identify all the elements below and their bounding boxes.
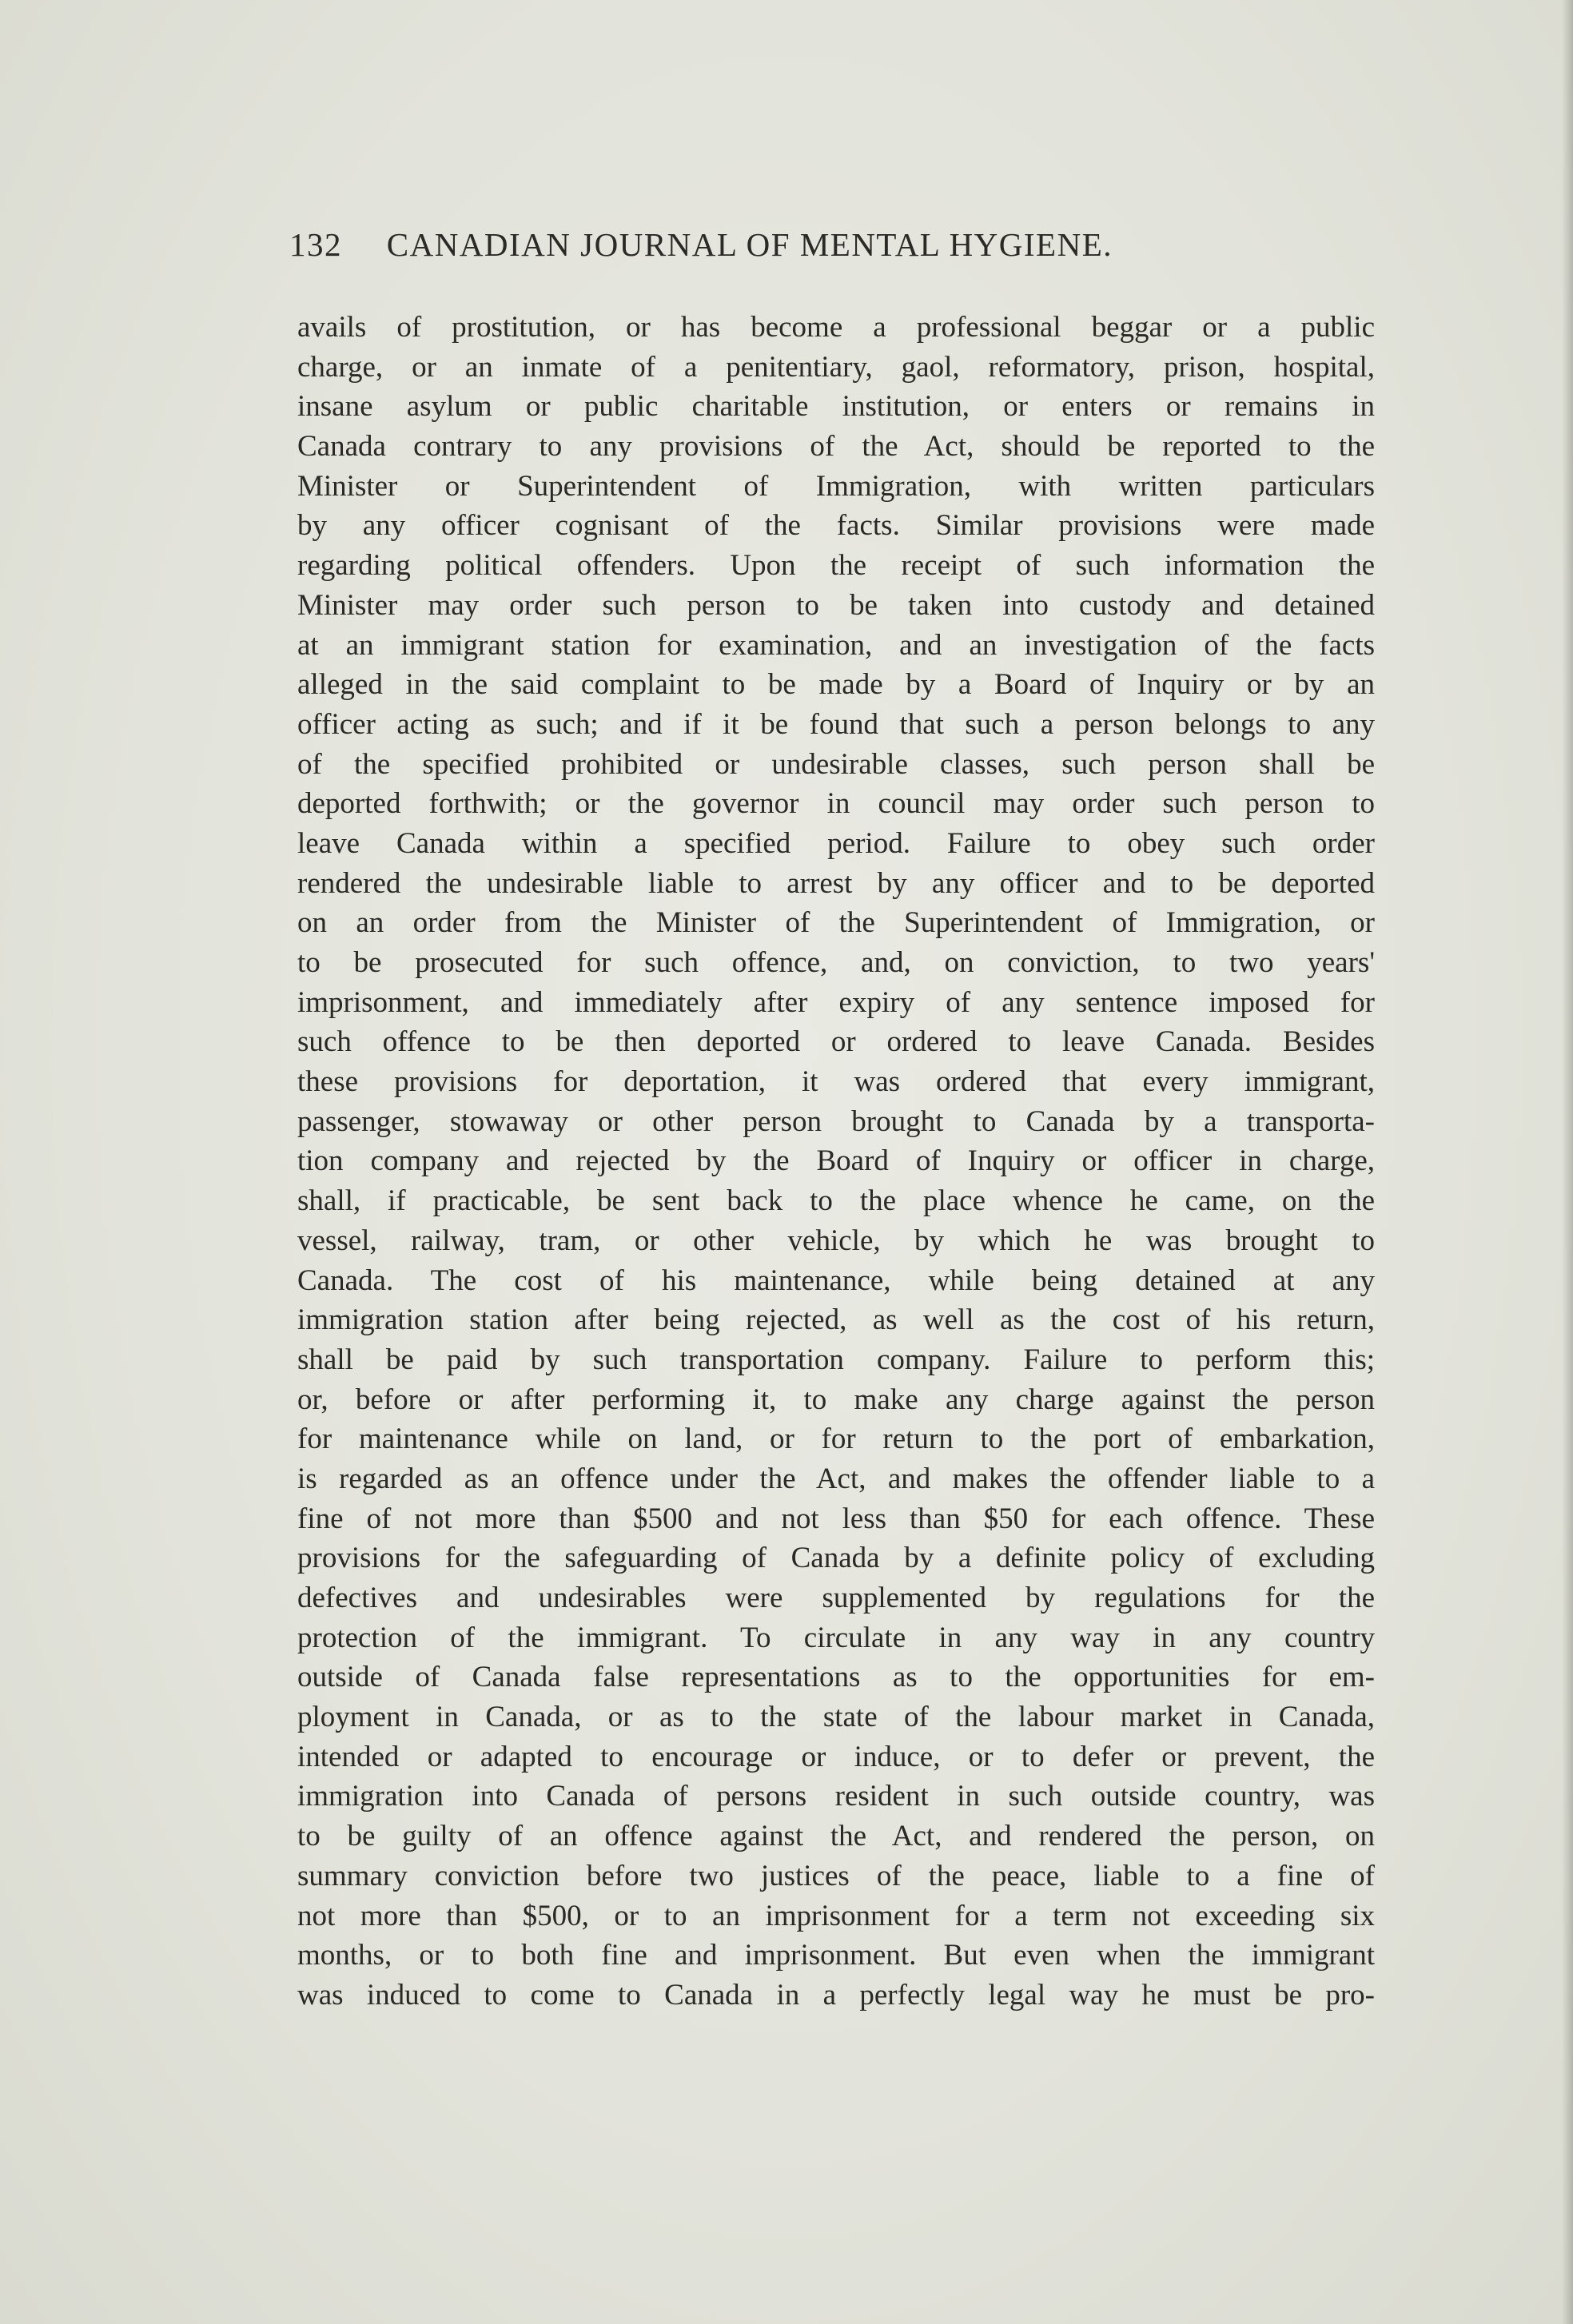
text-line: not more than $500, or to an imprisonment for a term not exceeding six — [297, 1899, 1375, 1932]
text-line: defectives and undesirables were supplemented by regulations for the — [297, 1582, 1375, 1614]
text-line: of the specified prohibited or undesirable classes, such person shall be — [297, 747, 1375, 781]
text-line: these provisions for deportation, it was ordered that every immigrant, — [297, 1065, 1375, 1099]
text-line: vessel, railway, tram, or other vehicle, by which he was brought to — [297, 1224, 1375, 1257]
text-line: Canada. The cost of his maintenance, while being detained at any — [297, 1263, 1375, 1297]
text-line: summary conviction before two justices of the peace, liable to a fine of — [297, 1859, 1375, 1892]
text-line: on an order from the Minister of the Superintendent of Immigration, or — [297, 906, 1375, 940]
text-line: regarding political offenders. Upon the receipt of such information the — [297, 549, 1375, 583]
text-line: at an immigrant station for examination, and an investigation of the facts — [297, 628, 1375, 662]
text-line: passenger, stowaway or other person brought to Canada by a transporta- — [297, 1104, 1375, 1138]
text-line: fine of not more than $500 and not less than $50 for each offence. These — [297, 1502, 1375, 1535]
text-line: deported forthwith; or the governor in council may order such person to — [297, 787, 1375, 821]
text-line: insane asylum or public charitable institution, or enters or remains in — [297, 390, 1375, 424]
page-number: 132 — [289, 226, 342, 263]
text-line: months, or to both fine and imprisonment. But even when the immigrant — [297, 1939, 1375, 1972]
text-line: provisions for the safeguarding of Canada by a definite policy of excluding — [297, 1542, 1375, 1575]
text-line: Minister may order such person to be taken into custody and detained — [297, 588, 1375, 622]
text-line: to be guilty of an offence against the Act, and rendered the person, on — [297, 1820, 1375, 1853]
text-line: protection of the immigrant. To circulate in any way in any country — [297, 1621, 1375, 1654]
text-line: shall be paid by such transportation company. Failure to perform this; — [297, 1343, 1375, 1376]
text-line: imprisonment, and immediately after expiry of any sentence imposed for — [297, 985, 1375, 1019]
page-edge-shadow — [1562, 0, 1573, 2324]
text-line: or, before or after performing it, to make any charge against the person — [297, 1383, 1375, 1416]
text-line: ployment in Canada, or as to the state of the labour market in Canada, — [297, 1701, 1375, 1734]
text-line: immigration into Canada of persons resident in such outside country, was — [297, 1780, 1375, 1813]
text-line: charge, or an inmate of a penitentiary, gaol, reformatory, prison, hospital, — [297, 350, 1375, 384]
text-line: to be prosecuted for such offence, and, on conviction, to two years' — [297, 946, 1375, 979]
text-line: rendered the undesirable liable to arrest by any officer and to be deported — [297, 866, 1375, 900]
text-line: alleged in the said complaint to be made by a Board of Inquiry or by an — [297, 668, 1375, 702]
text-line: was induced to come to Canada in a perfectly legal way he must be pro- — [297, 1978, 1375, 2012]
text-line: is regarded as an offence under the Act, and makes the offender liable to a — [297, 1462, 1375, 1495]
text-line: avails of prostitution, or has become a professional beggar or a public — [297, 311, 1375, 344]
text-line: intended or adapted to encourage or induce, or to defer or prevent, the — [297, 1740, 1375, 1773]
page-header — [289, 225, 1376, 273]
text-line: for maintenance while on land, or for return to the port of embarkation, — [297, 1423, 1375, 1456]
text-line: officer acting as such; and if it be found that such a person belongs to any — [297, 707, 1375, 741]
text-line: shall, if practicable, be sent back to the place whence he came, on the — [297, 1184, 1375, 1218]
text-line: outside of Canada false representations as to the opportunities for em- — [297, 1661, 1375, 1694]
body-text — [297, 308, 1375, 2016]
text-line: Minister or Superintendent of Immigration, with written particulars — [297, 469, 1375, 503]
text-line: such offence to be then deported or ordered to leave Canada. Besides — [297, 1025, 1375, 1059]
text-line: leave Canada within a specified period. Failure to obey such order — [297, 826, 1375, 860]
running-title: CANADIAN JOURNAL OF MENTAL HYGIENE. — [386, 226, 1113, 263]
text-line: Canada contrary to any provisions of the Act, should be reported to the — [297, 430, 1375, 464]
text-line: tion company and rejected by the Board of Inquiry or officer in charge, — [297, 1144, 1375, 1178]
text-line: by any officer cognisant of the facts. Similar provisions were made — [297, 509, 1375, 543]
text-line: immigration station after being rejected, as well as the cost of his return, — [297, 1303, 1375, 1337]
